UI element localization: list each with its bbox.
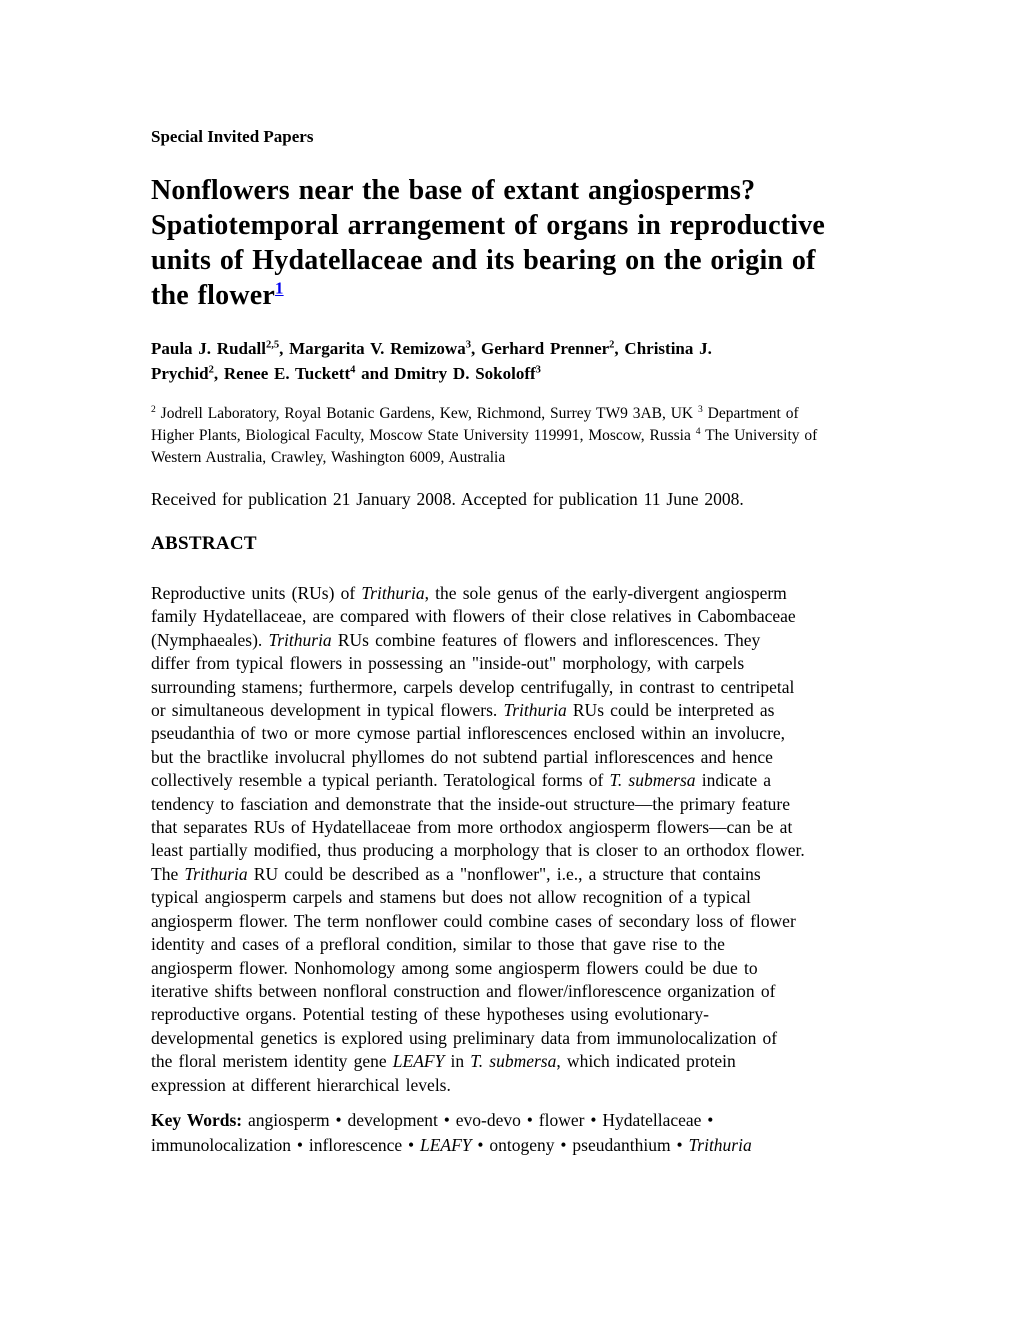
title-line: Nonflowers near the base of extant angiosperms?: [151, 175, 756, 206]
title-line-text: the flower: [151, 280, 276, 311]
title-line: units of Hydatellaceae and its bearing on the origin of: [151, 245, 816, 276]
received-accepted-line: Received for publication 21 January 2008. Accepted for publication 11 June 2008.: [151, 489, 744, 509]
keywords-line: immunolocalization • inflorescence • LEAFY • ontogeny • pseudanthium • Trithuria: [151, 1134, 752, 1155]
affiliation-line: $^2$ Jodrell Laboratory, Royal Botanic Gardens, Kew, Richmond, Surrey TW9 3AB, UK $^3$ Department of: [151, 403, 799, 422]
author-list: [151, 336, 880, 386]
affiliation-line: Western Australia, Crawley, Washington 6009, Australia: [151, 449, 506, 466]
abstract-line: collectively resemble a typical perianth. Teratological forms of T. submersa indicate a: [151, 770, 772, 791]
title-lines: [151, 173, 880, 278]
abstract-line: least partially modified, thus producing a morphology that is closer to an orthodox flower.: [151, 840, 805, 861]
title-line: [151, 278, 880, 313]
abstract-line: family Hydatellaceae, are compared with flowers of their close relatives in Cabombaceae: [151, 606, 796, 627]
abstract-line: tendency to fasciation and demonstrate that the inside-out structure—the primary feature: [151, 793, 791, 814]
abstract-line: angiosperm flower. Nonhomology among some angiosperm flowers could be due to: [151, 957, 758, 978]
section-label: Special Invited Papers: [151, 127, 314, 146]
abstract-line: (Nymphaeales). Trithuria RUs combine features of flowers and inflorescences. They: [151, 629, 761, 650]
abstract-body: [151, 582, 880, 1097]
abstract-line: the floral meristem identity gene LEAFY in T. submersa, which indicated protein: [151, 1051, 736, 1072]
abstract-line: surrounding stamens; furthermore, carpels develop centrifugally, in contrast to centripetal: [151, 676, 795, 697]
keywords-line: Key Words: angiosperm • development • evo-devo • flower • Hydatellaceae •: [151, 1109, 714, 1130]
abstract-line: pseudanthia of two or more cymose partial inflorescences enclosed within an involucre,: [151, 723, 786, 744]
abstract-line: angiosperm flower. The term nonflower could combine cases of secondary loss of flower: [151, 910, 796, 931]
abstract-heading: ABSTRACT: [151, 533, 257, 554]
abstract-line: typical angiosperm carpels and stamens but does not allow recognition of a typical: [151, 887, 751, 908]
abstract-line: expression at different hierarchical levels.: [151, 1074, 451, 1095]
abstract-line: but the bractlike involucral phyllomes do not subtend partial inflorescences and hence: [151, 746, 773, 767]
abstract-line: identity and cases of a prefloral condition, similar to those that gave rise to the: [151, 934, 725, 955]
abstract-line: that separates RUs of Hydatellaceae from more orthodox angiosperm flowers—can be at: [151, 817, 793, 838]
author-line: Prychid$^2$, Renee E. Tuckett$^4$ and Dmitry D. Sokoloff$^3$: [151, 364, 541, 383]
title-line: Spatiotemporal arrangement of organs in reproductive: [151, 210, 826, 241]
keywords: [151, 1108, 880, 1158]
abstract-line: Reproductive units (RUs) of Trithuria, the sole genus of the early-divergent angiosperm: [151, 583, 787, 603]
affiliation-line: Higher Plants, Biological Faculty, Moscow State University 119991, Moscow, Russia $^4$ The University of: [151, 425, 818, 444]
paper-title: [151, 173, 880, 313]
abstract-line: differ from typical flowers in possessing an "inside-out" morphology, with carpels: [151, 653, 745, 674]
abstract-line: iterative shifts between nonfloral construction and flower/inflorescence organization of: [151, 980, 776, 1001]
abstract-line: reproductive organs. Potential testing of these hypotheses using evolutionary-: [151, 1004, 709, 1025]
title-footnote-link[interactable]: 1: [275, 278, 284, 298]
affiliations: [151, 403, 880, 469]
author-line: Paula J. Rudall$^{2,5}$, Margarita V. Remizowa$^3$, Gerhard Prenner$^2$, Christina J.: [151, 339, 712, 358]
abstract-line: The Trithuria RU could be described as a "nonflower", i.e., a structure that contains: [151, 863, 761, 884]
abstract-line: or simultaneous development in typical flowers. Trithuria RUs could be interpreted as: [151, 700, 775, 721]
abstract-line: developmental genetics is explored using preliminary data from immunolocalization of: [151, 1027, 778, 1048]
